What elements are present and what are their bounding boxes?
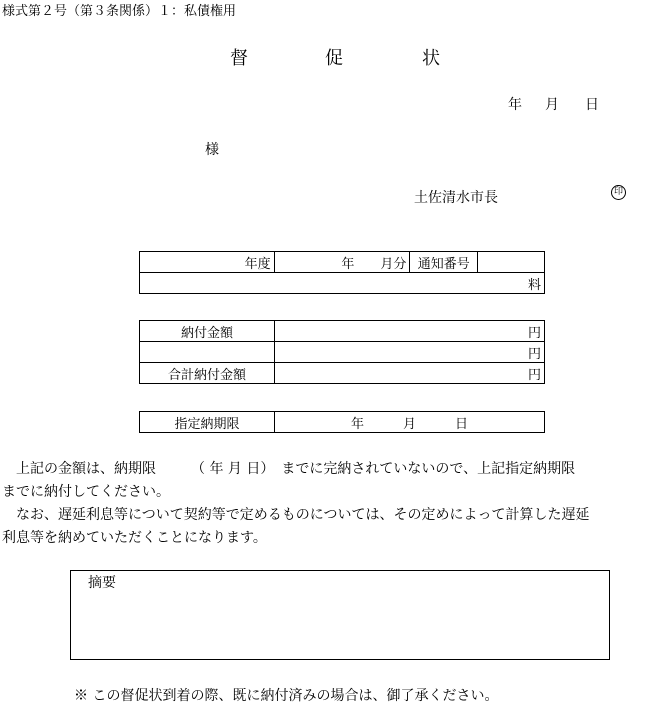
body-line-4: 利息等を納めていただくことになります。 xyxy=(2,530,267,546)
body-line-1: 上記の金額は、納期限 （ 年 月 日） までに完納されていないので、上記指定納期限 xyxy=(2,461,576,477)
due-date-value: 年 月 日 xyxy=(275,412,545,433)
date-month: 月 xyxy=(545,97,559,113)
title-char-1: 督 xyxy=(230,48,248,69)
body-line-3: なお、遅延利息等について契約等で定めるものについては、その定めによって計算した遅延 xyxy=(2,507,590,523)
document-title xyxy=(0,44,670,68)
date-day: 日 xyxy=(585,97,599,113)
body-line-2: までに納付してください。 xyxy=(2,484,170,500)
seal-icon: 印 xyxy=(611,185,626,200)
total-amount-label: 合計納付金額 xyxy=(140,363,275,384)
amount-unit: 円 xyxy=(275,321,545,342)
billing-info-table xyxy=(139,251,545,294)
body-text xyxy=(2,458,668,550)
total-amount-unit: 円 xyxy=(275,363,545,384)
footnote: ※ この督促状到着の際、既に納付済みの場合は、御了承ください。 xyxy=(74,688,499,704)
addressee-honorific: 様 xyxy=(205,142,219,158)
amount-label: 納付金額 xyxy=(140,321,275,342)
due-date-table xyxy=(139,411,545,433)
year-month-cell: 年 月分 xyxy=(274,252,410,273)
form-label: 様式第２号（第３条関係）１：私債権用 xyxy=(2,4,237,19)
amount-table xyxy=(139,320,545,384)
title-char-2: 促 xyxy=(325,48,343,69)
memo-label: 摘要 xyxy=(88,575,116,591)
title-char-3: 状 xyxy=(422,48,440,69)
fiscal-year-cell: 年度 xyxy=(140,252,275,273)
fee-type-cell: 料 xyxy=(140,273,545,294)
issuer-name: 土佐清水市長 xyxy=(414,190,498,206)
date-year: 年 xyxy=(508,97,522,113)
amount-unit: 円 xyxy=(275,342,545,363)
due-date-label: 指定納期限 xyxy=(140,412,275,433)
notice-number-label: 通知番号 xyxy=(410,252,478,273)
notice-number-value xyxy=(478,252,545,273)
amount-label xyxy=(140,342,275,363)
memo-box xyxy=(70,570,610,660)
